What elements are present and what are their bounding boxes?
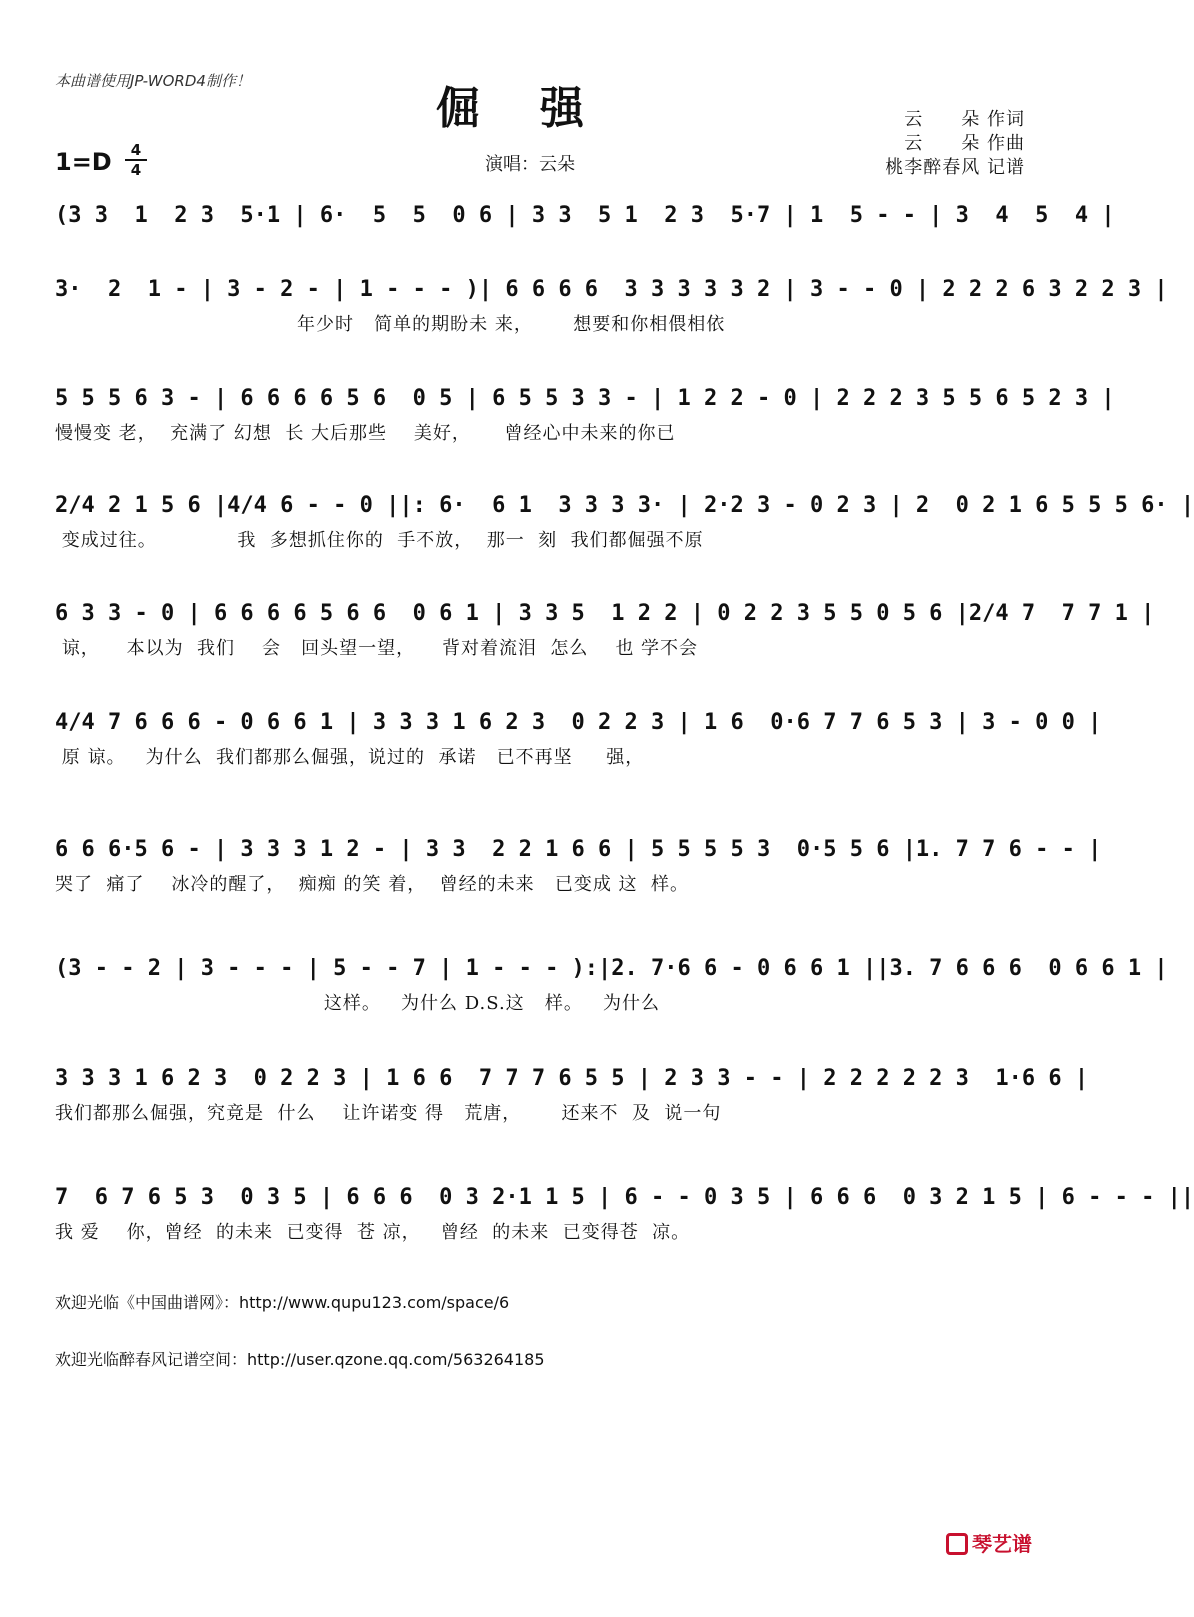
logo-icon [946,1533,968,1555]
notes-line: 7 6 7 6 5 3 0 3 5 | 6 6 6 0 3 2·1 1 5 | 6 - - 0 3 5 | 6 6 6 0 3 2 1 5 | 6 - - - || [55,1185,1194,1210]
footer-site-link[interactable]: 欢迎光临《中国曲谱网》：http://www.qupu123.com/space/6 [55,1293,510,1312]
software-note: 本曲谱使用JP-WORD4制作！ [55,72,251,90]
notes-line: 2/4 2 1 5 6 |4/4 6 - - 0 ||: 6· 6 1 3 3 3 3· | 2·2 3 - 0 2 3 | 2 0 2 1 6 5 5 5 6· | [55,493,1194,518]
notes-line: 3· 2 1 - | 3 - 2 - | 1 - - - )| 6 6 6 6 3 3 3 3 3 2 | 3 - - 0 | 2 2 2 6 3 2 2 3 | [55,277,1168,302]
notes-line: (3 3 1 2 3 5·1 | 6· 5 5 0 6 | 3 3 5 1 2 3 5·7 | 1 5 - - | 3 4 5 4 | [55,203,1115,228]
transcriber: 桃李醉春风 记谱 [885,157,1025,178]
notes-line: 5 5 5 6 3 - | 6 6 6 6 5 6 0 5 | 6 5 5 3 3 - | 1 2 2 - 0 | 2 2 2 3 5 5 6 5 2 3 | [55,386,1115,411]
notes-line: 4/4 7 6 6 6 - 0 6 6 1 | 3 3 3 1 6 2 3 0 2 2 3 | 1 6 0·6 7 7 6 5 3 | 3 - 0 0 | [55,710,1102,735]
lyrics-line: 哭了 痛了 冰冷的醒了， 痴痴 的笑 着， 曾经的未来 已变成 这 样。 [55,874,689,895]
composer: 云 朵 作曲 [904,133,1025,154]
logo-text: 琴艺谱 [972,1532,1032,1556]
brand-logo [946,1528,1032,1557]
lyrics-line: 原 谅。 为什么 我们都那么倔强，说过的 承诺 已不再坚 强， [55,747,645,768]
lyricist: 云 朵 作词 [904,109,1025,130]
lyrics-line: 变成过往。 我 多想抓住你的 手不放， 那一 刻 我们都倔强不原 [55,530,704,551]
lyrics-line: 我 爱 你，曾经 的未来 已变得 苍 凉， 曾经 的未来 已变得苍 凉。 [55,1222,691,1243]
lyrics-line: 我们都那么倔强，究竟是 什么 让许诺变 得 荒唐， 还来不 及 说一句 [55,1103,722,1124]
credits [885,108,1025,180]
notes-line: 6 6 6·5 6 - | 3 3 3 1 2 - | 3 3 2 2 1 6 6 | 5 5 5 5 3 0·5 5 6 |1. 7 7 6 - - | [55,837,1102,862]
notes-line: (3 - - 2 | 3 - - - | 5 - - 7 | 1 - - - ):|2. 7·6 6 - 0 6 6 1 ||3. 7 6 6 6 0 6 6 1 | [55,956,1168,981]
song-title: 倔强 [436,83,644,134]
time-signature [125,142,147,178]
meter-top: 4 [130,141,142,159]
key-signature: 1=D [55,148,112,176]
lyrics-line: 谅， 本以为 我们 会 回头望一望， 背对着流泪 怎么 也 学不会 [55,638,699,659]
notes-line: 6 3 3 - 0 | 6 6 6 6 5 6 6 0 6 1 | 3 3 5 1 2 2 | 0 2 2 3 5 5 0 5 6 |2/4 7 7 7 1 | [55,601,1155,626]
notes-line: 3 3 3 1 6 2 3 0 2 2 3 | 1 6 6 7 7 7 6 5 5 | 2 3 3 - - | 2 2 2 2 2 3 1·6 6 | [55,1066,1089,1091]
lyrics-line: 这样。 为什么 D.S.这 样。 为什么 [55,993,661,1014]
lyrics-line: 慢慢变 老， 充满了 幻想 长 大后那些 美好， 曾经心中未来的你已 [55,423,676,444]
lyrics-line: 年少时 简单的期盼未 来， 想要和你相偎相依 [55,314,726,335]
footer-space-link[interactable]: 欢迎光临醉春风记谱空间：http://user.qzone.qq.com/563264185 [55,1350,545,1369]
singer-credit: 演唱：云朵 [485,154,575,175]
meter-bottom: 4 [130,161,142,179]
